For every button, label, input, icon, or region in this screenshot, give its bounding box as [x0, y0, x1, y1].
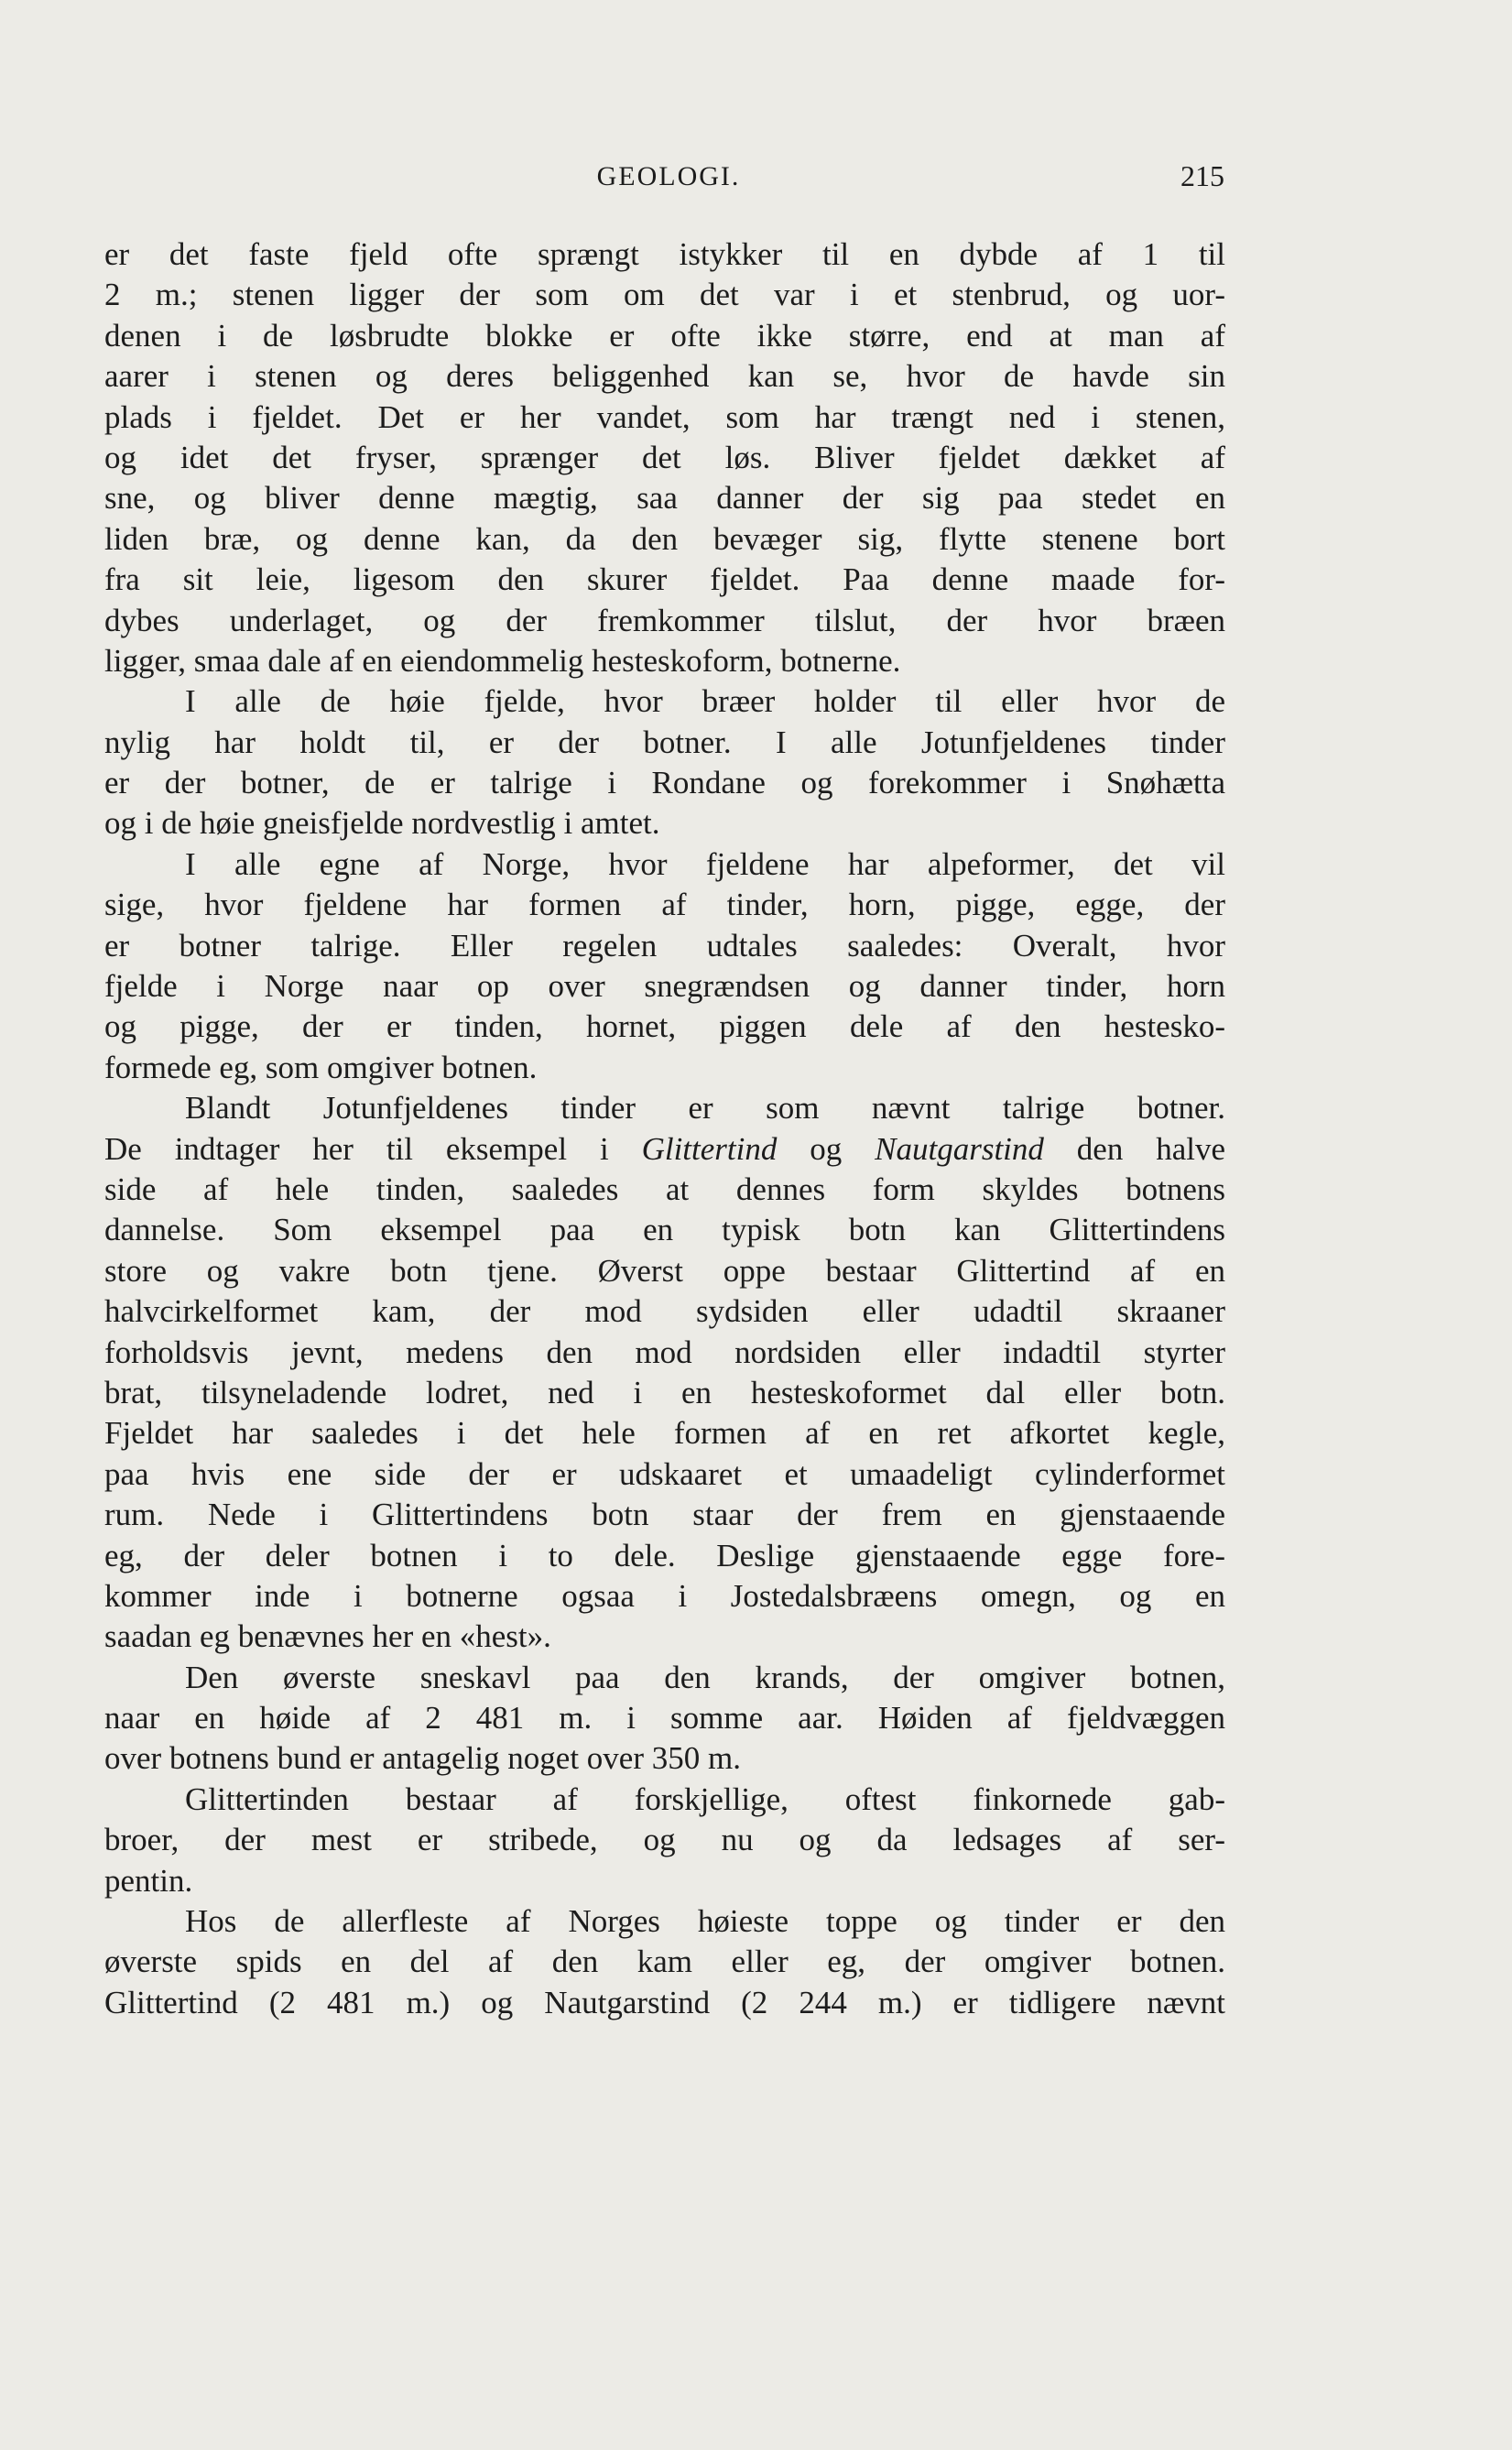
text-line: og pigge, der er tinden, hornet, piggen dele af den hestesko- [104, 1008, 1225, 1045]
page-header [110, 156, 1227, 201]
text-line: side af hele tinden, saaledes at dennes form skyldes botnens [104, 1171, 1225, 1207]
place-name-glittertind: Glittertind [641, 1130, 778, 1167]
text-line: rum. Nede i Glittertindens botn staar der frem en gjenstaaende [104, 1497, 1225, 1533]
text-line: er det faste fjeld ofte sprængt istykker til en dybde af 1 til [104, 236, 1225, 272]
text-line: sige, hvor fjeldene har formen af tinder, horn, pigge, egge, der [104, 887, 1225, 923]
text-line: denen i de løsbrudte blokke er ofte ikke større, end at man af [104, 317, 1225, 354]
text-line: naar en høide af 2 481 m. i somme aar. Høiden af fjeldvæggen [104, 1700, 1225, 1737]
text-line: kommer inde i botnerne ogsaa i Jostedalsbræens omegn, og en [104, 1577, 1225, 1614]
running-title: GEOLOGI. [596, 161, 741, 191]
text-line: er botner talrige. Eller regelen udtales saaledes: Overalt, hvor [104, 927, 1225, 964]
text-line: Fjeldet har saaledes i det hele formen af en ret afkortet kegle, [104, 1415, 1225, 1452]
body-text [104, 234, 1225, 2023]
text-line: ligger, smaa dale af en eiendommelig hesteskoform, botnerne. [104, 642, 901, 679]
text-line: aarer i stenen og deres beliggenhed kan se, hvor de havde sin [104, 358, 1225, 395]
text-line: nylig har holdt til, er der botner. I alle Jotunfjeldenes tinder [104, 724, 1225, 760]
text-line: og i de høie gneisfjelde nordvestlig i amtet. [104, 805, 660, 842]
text-line: er der botner, de er talrige i Rondane og forekommer i Snøhætta [104, 765, 1225, 801]
place-name-nautgarstind: Nautgarstind [875, 1130, 1044, 1167]
text-line: paa hvis ene side der er udskaaret et umaadeligt cylinderformet [104, 1455, 1225, 1492]
text-line: Glittertinden bestaar af forskjellige, oftest finkornede gab- [185, 1780, 1225, 1817]
text-line: øverste spids en del af den kam eller eg, der omgiver botnen. [104, 1944, 1225, 1980]
text-line: fjelde i Norge naar op over snegrændsen og danner tinder, horn [104, 968, 1225, 1005]
text-line: pentin. [104, 1862, 193, 1899]
text-line: plads i fjeldet. Det er her vandet, som har trængt ned i stenen, [104, 398, 1225, 435]
text-fragment: og [777, 1130, 876, 1167]
text-line: saadan eg benævnes her en «hest». [104, 1618, 551, 1655]
text-line: I alle de høie fjelde, hvor bræer holder til eller hvor de [185, 683, 1225, 720]
text-line: dybes underlaget, og der fremkommer tilslut, der hvor bræen [104, 602, 1225, 638]
text-line: Den øverste sneskavl paa den krands, der omgiver botnen, [185, 1659, 1225, 1695]
page-number: 215 [1180, 159, 1224, 192]
text-line: Hos de allerfleste af Norges høieste toppe og tinder er den [185, 1903, 1225, 1940]
text-line: broer, der mest er stribede, og nu og da ledsages af ser- [104, 1822, 1225, 1858]
text-line: store og vakre botn tjene. Øverst oppe bestaar Glittertind af en [104, 1252, 1225, 1289]
text-line: I alle egne af Norge, hvor fjeldene har alpeformer, det vil [185, 845, 1225, 882]
text-fragment: den halve [1043, 1130, 1226, 1167]
text-line: brat, tilsyneladende lodret, ned i en hesteskoformet dal eller botn. [104, 1374, 1225, 1410]
text-line: Blandt Jotunfjeldenes tinder er som nævnt talrige botner. [185, 1090, 1225, 1127]
text-line: over botnens bund er antagelig noget over 350 m. [104, 1740, 741, 1777]
text-line: liden bræ, og denne kan, da den bevæger sig, flytte stenene bort [104, 520, 1225, 557]
text-line: formede eg, som omgiver botnen. [104, 1049, 538, 1085]
text-line: dannelse. Som eksempel paa en typisk botn kan Glittertindens [104, 1212, 1225, 1248]
text-line: 2 m.; stenen ligger der som om det var i et stenbrud, og uor- [104, 277, 1225, 313]
text-line: eg, der deler botnen i to dele. Deslige gjenstaaende egge fore- [104, 1537, 1225, 1573]
text-line: halvcirkelformet kam, der mod sydsiden eller udadtil skraaner [104, 1293, 1225, 1330]
text-fragment: De indtager her til eksempel i [104, 1130, 642, 1167]
text-line: og idet det fryser, sprænger det løs. Bliver fjeldet dækket af [104, 439, 1225, 475]
text-line-with-italics [104, 1129, 1225, 1170]
text-line: forholdsvis jevnt, medens den mod nordsiden eller indadtil styrter [104, 1334, 1225, 1370]
text-line: Glittertind (2 481 m.) og Nautgarstind (2 244 m.) er tidligere nævnt [104, 1984, 1225, 2020]
text-line: fra sit leie, ligesom den skurer fjeldet. Paa denne maade for- [104, 561, 1225, 598]
text-line: sne, og bliver denne mægtig, saa danner der sig paa stedet en [104, 480, 1225, 517]
